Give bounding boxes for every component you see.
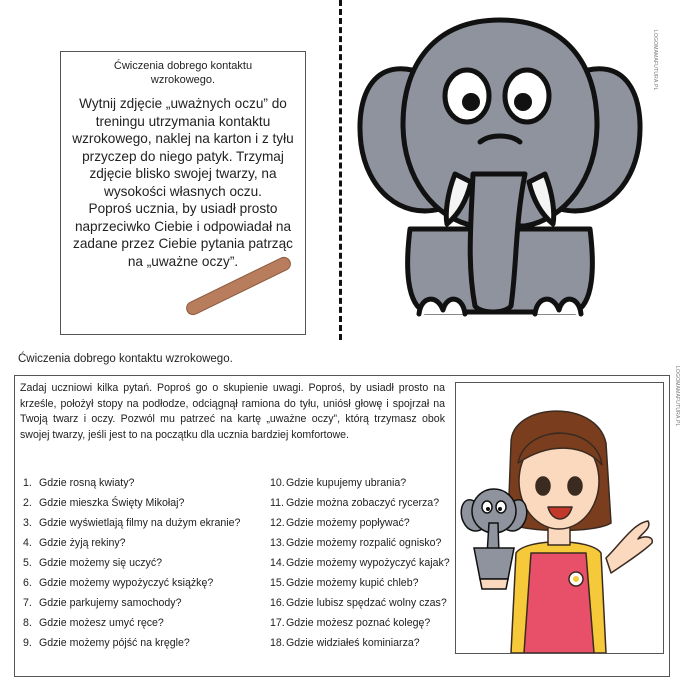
question-text: Gdzie wyświetlają filmy na dużym ekranie? bbox=[39, 517, 241, 529]
instruction-line: Wytnij zdjęcie „uważnych oczu” do bbox=[79, 96, 287, 111]
question-item bbox=[270, 556, 460, 576]
instruction-line: zdjęcie blisko swojej twarzy, na bbox=[89, 166, 277, 181]
question-item bbox=[270, 476, 460, 496]
question-item bbox=[270, 636, 460, 656]
intro-paragraph: Zadaj uczniowi kilka pytań. Poproś go o skupienie uwagi. Poproś, by usiadł prosto na krześle, położył stopy na podłodze, odciągnął ramiona do tyłu, uniósł głowę i spojrzał na Twoją twarz i oczy. Pozwól mu patrzeć na kartę „uważne oczy”, którą trzymasz obok swojej twarzy, jeśli jest to na początku dla ucznia bardziej komfortowe. bbox=[20, 382, 445, 442]
question-item bbox=[23, 636, 263, 656]
question-text: Gdzie możesz poznać kolegę? bbox=[286, 617, 431, 629]
puppet-hand bbox=[480, 579, 508, 589]
questions-list-left bbox=[23, 476, 263, 656]
question-text: Gdzie rosną kwiaty? bbox=[39, 477, 135, 489]
question-number: 1. bbox=[23, 477, 32, 489]
question-text: Gdzie możemy wypożyczyć książkę? bbox=[39, 577, 214, 589]
section-title: Ćwiczenia dobrego kontaktu wzrokowego. bbox=[18, 353, 233, 365]
question-item bbox=[23, 516, 263, 536]
instruction-line: przyczep do niego patyk. Trzymaj bbox=[82, 148, 284, 164]
question-number: 5. bbox=[23, 557, 32, 569]
teacher-right-eye bbox=[568, 477, 582, 495]
teacher-with-puppet-illustration bbox=[456, 383, 663, 653]
question-item bbox=[23, 576, 263, 596]
puppet-left-eye bbox=[482, 501, 492, 513]
instruction-title-line: wzrokowego. bbox=[150, 74, 216, 86]
question-text: Gdzie możemy się uczyć? bbox=[39, 557, 163, 569]
question-number: 7. bbox=[23, 597, 32, 609]
question-number: 15. bbox=[270, 577, 285, 589]
question-item bbox=[270, 576, 460, 596]
instruction-line: naprzeciwko Ciebie i odpowiadał na bbox=[74, 218, 292, 234]
question-text: Gdzie możemy popływać? bbox=[286, 517, 410, 529]
question-item bbox=[23, 496, 263, 516]
elephant-left-pupil bbox=[462, 93, 480, 111]
question-text: Gdzie możemy wypożyczyć kajak? bbox=[286, 557, 450, 569]
teacher-left-eye bbox=[536, 477, 550, 495]
question-item bbox=[23, 616, 263, 636]
puppet-right-eye bbox=[496, 501, 506, 513]
question-item bbox=[23, 476, 263, 496]
question-text: Gdzie lubisz spędzać wolny czas? bbox=[286, 597, 447, 609]
question-text: Gdzie żyją rekiny? bbox=[39, 537, 126, 549]
copyright-text: LOGOMAMAFUTURA.PL bbox=[674, 366, 680, 427]
question-item bbox=[270, 616, 460, 636]
question-number: 12. bbox=[270, 517, 285, 529]
copyright-text: LOGOMAMAFUTURA.PL bbox=[652, 30, 658, 91]
instruction-line: na „uważne oczy”. bbox=[127, 253, 239, 269]
instruction-line: wysokości własnych oczu. bbox=[104, 183, 262, 199]
instruction-card-body bbox=[69, 95, 297, 270]
instruction-card bbox=[60, 51, 306, 335]
puppet-body bbox=[474, 548, 514, 579]
question-text: Gdzie możemy pójść na kręgle? bbox=[39, 637, 190, 649]
instruction-title-line: Ćwiczenia dobrego kontaktu bbox=[113, 60, 253, 72]
question-number: 4. bbox=[23, 537, 32, 549]
question-number: 8. bbox=[23, 617, 32, 629]
question-item bbox=[23, 556, 263, 576]
question-number: 17. bbox=[270, 617, 285, 629]
question-number: 14. bbox=[270, 557, 285, 569]
question-item bbox=[270, 596, 460, 616]
question-text: Gdzie mieszka Święty Mikołaj? bbox=[39, 497, 185, 509]
puppet-right-pupil bbox=[498, 507, 502, 511]
question-text: Gdzie widziałeś kominiarza? bbox=[286, 637, 420, 649]
question-item bbox=[23, 536, 263, 556]
question-text: Gdzie parkujemy samochody? bbox=[39, 597, 182, 609]
question-text: Gdzie możemy rozpalić ognisko? bbox=[286, 537, 442, 549]
question-number: 2. bbox=[23, 497, 32, 509]
instruction-line: wzrokowego, naklej na karton i z tyłu bbox=[72, 131, 294, 146]
instruction-card-title bbox=[61, 59, 305, 87]
question-number: 9. bbox=[23, 637, 32, 649]
elephant-right-pupil bbox=[514, 93, 532, 111]
instruction-line: zadane przez Ciebie pytania patrząc bbox=[73, 236, 293, 251]
teacher-apron bbox=[524, 553, 594, 653]
puppet-left-pupil bbox=[486, 507, 490, 511]
question-text: Gdzie kupujemy ubrania? bbox=[286, 477, 407, 489]
elephant-illustration bbox=[355, 14, 645, 324]
question-number: 6. bbox=[23, 577, 32, 589]
question-text: Gdzie możemy kupić chleb? bbox=[286, 577, 419, 589]
question-number: 10. bbox=[270, 477, 285, 489]
question-item bbox=[270, 496, 460, 516]
question-number: 3. bbox=[23, 517, 32, 529]
instruction-line: Poproś ucznia, by usiadł prosto bbox=[88, 201, 278, 216]
question-text: Gdzie możesz umyć ręce? bbox=[39, 617, 164, 629]
apron-flower-center bbox=[573, 576, 579, 582]
teacher-raised-hand bbox=[606, 521, 652, 573]
question-item bbox=[23, 596, 263, 616]
question-number: 13. bbox=[270, 537, 285, 549]
instruction-line: treningu utrzymania kontaktu bbox=[95, 113, 271, 129]
question-number: 18. bbox=[270, 637, 285, 649]
question-text: Gdzie można zobaczyć rycerza? bbox=[286, 497, 440, 509]
cut-line-dashed bbox=[339, 0, 342, 340]
question-number: 16. bbox=[270, 597, 285, 609]
question-item bbox=[270, 516, 460, 536]
questions-list-right bbox=[270, 476, 460, 656]
question-number: 11. bbox=[270, 497, 284, 509]
question-item bbox=[270, 536, 460, 556]
